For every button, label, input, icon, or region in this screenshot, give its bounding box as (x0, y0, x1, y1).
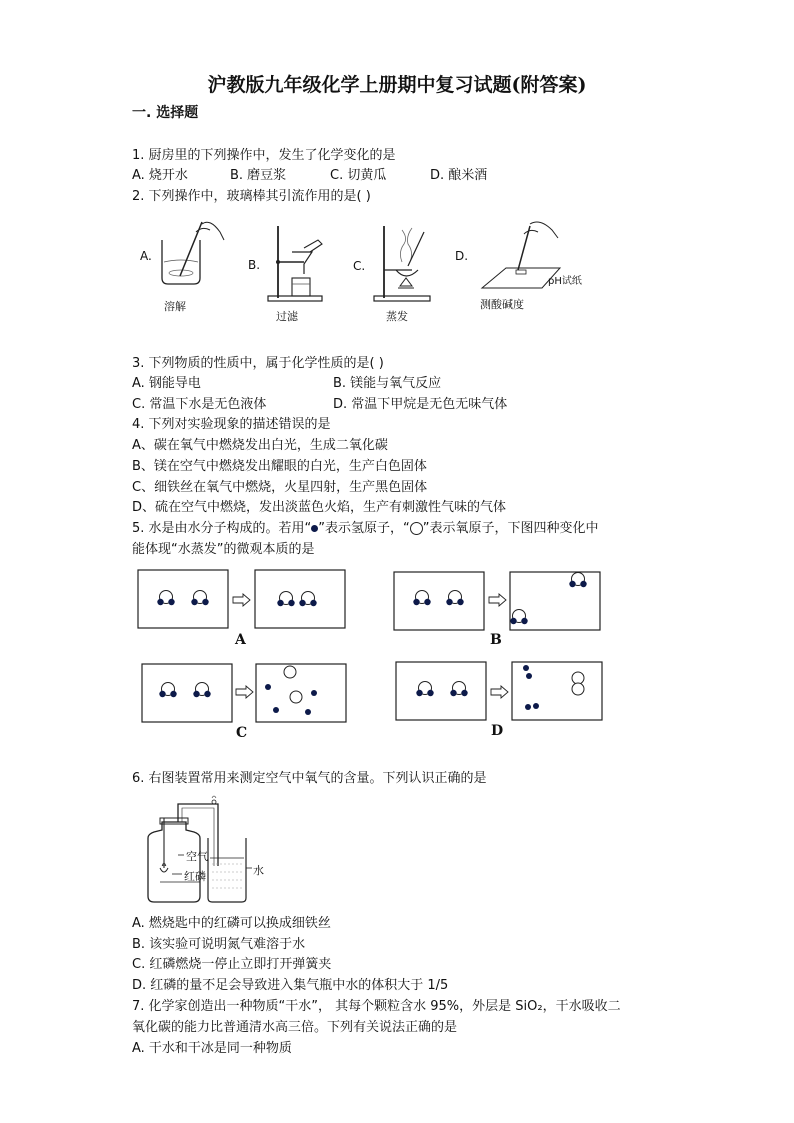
q2-caption-d: 测酸碱度 (480, 298, 524, 311)
q2-letter-b: B. (248, 258, 261, 272)
q1-option-a: A. 烧开水 (132, 168, 188, 183)
q4-option-d: D、硫在空气中燃烧，发出淡蓝色火焰，生产有刺激性气味的气体 (132, 500, 507, 515)
question-1-stem: 1. 厨房里的下列操作中，发生了化学变化的是 (132, 148, 396, 163)
question-6-stem: 6. 右图装置常用来测定空气中氧气的含量。下列认识正确的是 (132, 771, 487, 786)
evaporate-stand-figure (368, 222, 438, 306)
q6-option-c: C. 红磷燃烧一停止立即打开弹簧夹 (132, 957, 332, 972)
q2-letter-a: A. (140, 249, 152, 263)
q6-option-a: A. 燃烧匙中的红磷可以换成细铁丝 (132, 916, 331, 931)
q7-option-a: A. 干水和干冰是同一种物质 (132, 1041, 292, 1056)
q4-option-a: A、碳在氧气中燃烧发出白光，生成二氧化碳 (132, 438, 388, 453)
q5-text-part3: ”表示氧原子，下图四种变化中 (422, 521, 599, 536)
water-label: 水 (253, 864, 264, 877)
filter-stand-figure (262, 222, 332, 304)
q2-caption-a: 溶解 (164, 300, 186, 313)
q5-label-d: D (491, 723, 504, 739)
q5-text-part2: ”表示氢原子，“ (318, 521, 410, 536)
oxygen-atom-icon (410, 522, 423, 535)
q6-option-b: B. 该实验可说明氮气难溶于水 (132, 937, 306, 952)
q2-letter-d: D. (455, 249, 469, 263)
q4-option-b: B、镁在空气中燃烧发出耀眼的白光，生产白色固体 (132, 459, 427, 474)
q3-option-b: B. 镁能与氧气反应 (333, 376, 442, 391)
question-7-line1: 7. 化学家创造出一种物质“干水”， 其每个颗粒含水 95%，外层是 SiO₂，干水吸收二 (132, 999, 621, 1014)
page-title: 沪教版九年级化学上册期中复习试题(附答案) (207, 74, 587, 96)
section-heading: 一. 选择题 (132, 105, 199, 121)
question-2-stem: 2. 下列操作中，玻璃棒其引流作用的是( ) (132, 189, 371, 204)
q5-label-a: A (235, 632, 246, 648)
q6-option-d: D. 红磷的量不足会导致进入集气瓶中水的体积大于 1/5 (132, 978, 449, 993)
q4-option-c: C、细铁丝在氧气中燃烧，火星四射，生产黑色固体 (132, 480, 428, 495)
question-7-line2: 氧化碳的能力比普通清水高三倍。下列有关说法正确的是 (132, 1020, 458, 1035)
ph-paper-label: pH试纸 (548, 276, 582, 287)
question-4-stem: 4. 下列对实验现象的描述错误的是 (132, 417, 331, 432)
oxygen-measurement-apparatus (138, 798, 278, 906)
red-phosphorus-label: 红磷 (184, 870, 206, 883)
question-3-stem: 3. 下列物质的性质中，属于化学性质的是( ) (132, 356, 384, 371)
q2-caption-c: 蒸发 (386, 310, 408, 323)
question-5-line1 (132, 521, 599, 537)
q3-option-d: D. 常温下甲烷是无色无味气体 (333, 397, 508, 412)
q2-caption-b: 过滤 (276, 310, 298, 323)
water-molecule-diagrams (136, 568, 616, 758)
q1-option-c: C. 切黄瓜 (330, 168, 387, 183)
q5-label-c: C (236, 725, 248, 741)
q5-text-part1: 5. 水是由水分子构成的。若用“ (132, 521, 312, 536)
q3-option-c: C. 常温下水是无色液体 (132, 397, 267, 412)
q2-letter-c: C. (353, 259, 366, 273)
air-label: 空气 (186, 850, 208, 863)
q5-label-b: B (490, 632, 502, 648)
dissolve-beaker-figure (150, 218, 230, 298)
question-5-line2: 能体现“水蒸发”的微观本质的是 (132, 542, 315, 557)
q3-option-a: A. 钢能导电 (132, 376, 201, 391)
q1-option-b: B. 磨豆浆 (230, 168, 287, 183)
q1-option-d: D. 酿米酒 (430, 168, 488, 183)
